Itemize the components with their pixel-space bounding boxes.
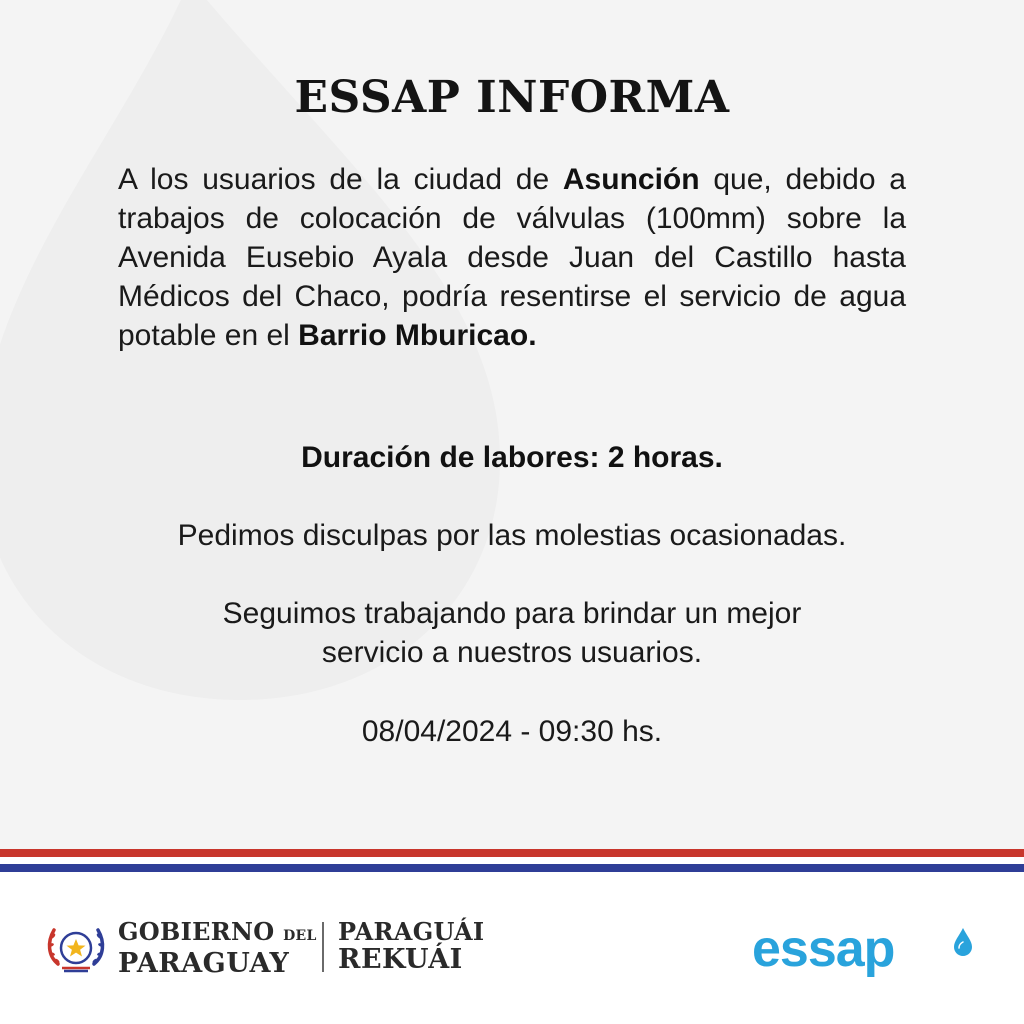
paraguay-coat-of-arms-icon — [44, 920, 108, 976]
government-wordmark — [118, 919, 317, 979]
closing-line-1: Seguimos trabajando para brindar un mejor — [222, 597, 802, 630]
date-time: 08/04/2024 - 09:30 hs. — [361, 715, 663, 748]
closing-line-2: servicio a nuestros usuarios. — [321, 636, 703, 669]
city-name: Asunción — [562, 163, 700, 196]
work-duration: Duración de labores: 2 horas. — [301, 441, 723, 474]
slogan-line-1: PARAGUÁI — [338, 917, 485, 946]
page-title: ESSAP INFORMA — [294, 72, 730, 123]
essap-logo — [752, 922, 982, 982]
notice-body — [118, 160, 906, 355]
body-intro-text: A los usuarios de la ciudad de — [118, 163, 563, 196]
gov-word-paraguay: PARAGUAY — [118, 948, 290, 979]
neighborhood-name: Barrio Mburicao. — [298, 319, 537, 352]
body-details-text: que, debido a trabajos de colocación de válvulas (100mm) sobre la Avenida Eusebio Ayala desde Juan del Castillo hasta Médicos del Chaco, podría resentirse el servicio de agua potable en el — [118, 163, 906, 352]
flag-stripe-red — [0, 849, 1024, 857]
apology-text: Pedimos disculpas por las molestias ocasionadas. — [177, 519, 847, 552]
footer — [0, 872, 1024, 1024]
brand-wordmark: essap — [752, 922, 895, 978]
gov-word-del: DEL — [283, 928, 317, 944]
flag-stripe-white — [0, 857, 1024, 864]
footer-divider — [322, 922, 324, 972]
closing-message — [0, 594, 1024, 672]
gov-word-gobierno: GOBIERNO — [118, 917, 275, 946]
flag-stripe-blue — [0, 864, 1024, 872]
slogan-line-2: REKUÁI — [338, 944, 463, 975]
slogan-wordmark — [338, 919, 484, 975]
